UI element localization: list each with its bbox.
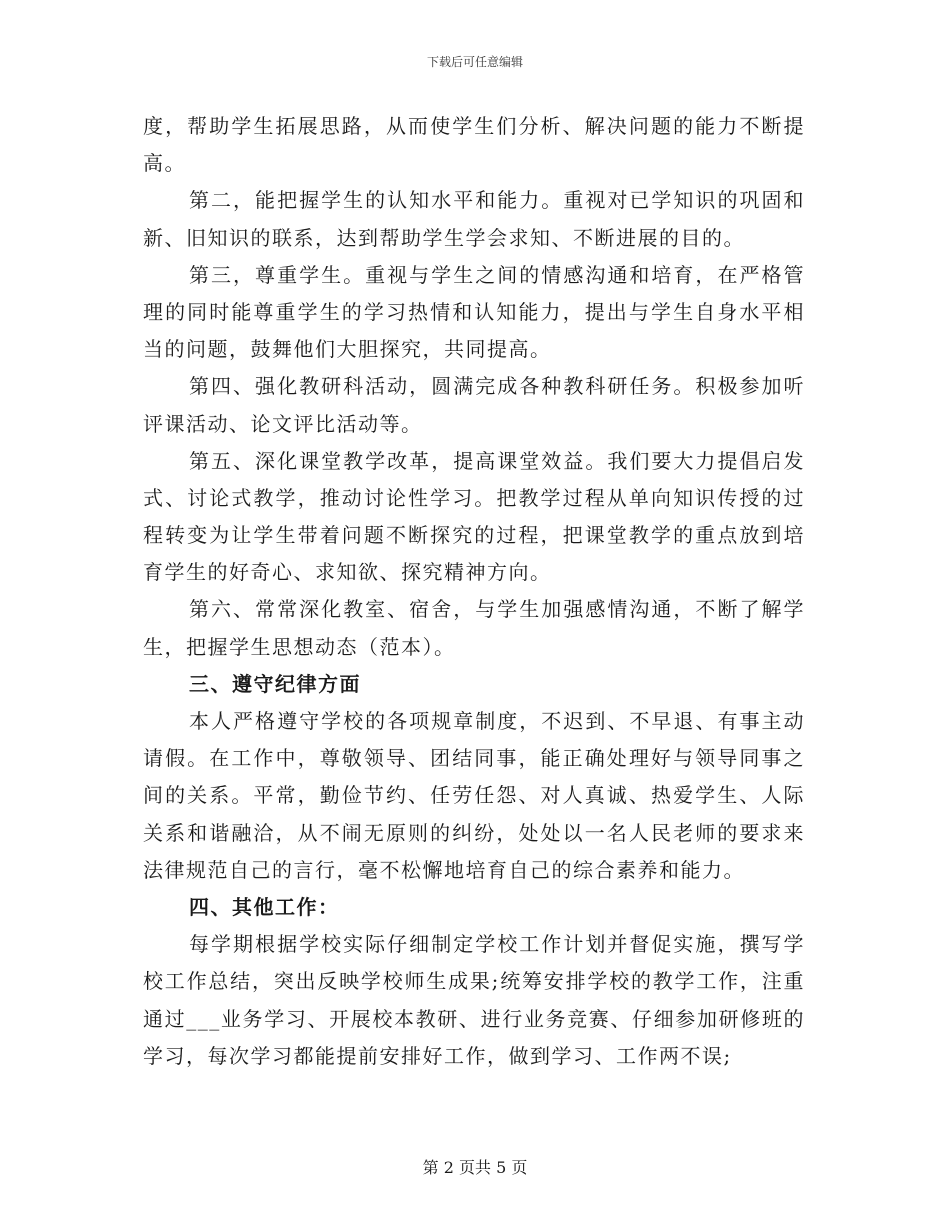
paragraph [143, 926, 805, 1075]
paragraph-line: 第二，能把握学生的认知水平和能力。重视对已学知识的巩固和 [189, 188, 805, 213]
paragraph-line: 本人严格遵守学校的各项规章制度，不迟到、不早退、有事主动 [189, 709, 805, 733]
paragraph-line: 度，帮助学生拓展思路，从而使学生们分析、解决问题的能力不断提 [143, 114, 805, 138]
paragraph [143, 257, 805, 369]
paragraph [143, 182, 805, 256]
document-body [143, 108, 805, 1075]
paragraph-line: 新、旧知识的联系，达到帮助学生学会求知、不断进展的目的。 [143, 225, 745, 250]
paragraph-line: 第五、深化课堂教学改革，提高课堂效益。我们要大力提倡启发 [189, 448, 805, 473]
paragraph-line: 校工作总结，突出反映学校师生成果;统筹安排学校的教学工作，注重 [143, 969, 805, 994]
paragraph-line: 学习，每次学习都能提前安排好工作，做到学习、工作两不误; [143, 1043, 732, 1068]
paragraph-line: 间的关系。平常，勤俭节约、任劳任怨、对人真诚、热爱学生、人际 [143, 783, 805, 808]
paragraph [143, 368, 805, 442]
paragraph-line: 式、讨论式教学，推动讨论性学习。把教学过程从单向知识传授的过 [143, 485, 805, 510]
paragraph-line: 当的问题，鼓舞他们大胆探究，共同提高。 [143, 337, 552, 362]
paragraph-line: 第四、强化教研科活动，圆满完成各种教科研任务。积极参加听 [189, 374, 805, 399]
paragraph-line: 第三，尊重学生。重视与学生之间的情感沟通和培育，在严格管 [189, 262, 805, 287]
page-footer: 第 2 页共 5 页 [422, 1158, 528, 1177]
paragraph-line: 请假。在工作中，尊敬领导、团结同事，能正确处理好与领导同事之 [143, 746, 805, 771]
paragraph-line: 关系和谐融洽，从不闹无原则的纠纷，处处以一名人民老师的要求来 [143, 820, 805, 845]
paragraph [143, 443, 805, 592]
section-heading [143, 666, 805, 703]
paragraph-line: 法律规范自己的言行，毫不松懈地培育自己的综合素养和能力。 [143, 857, 745, 882]
paragraph-line: 第六、常常深化教室、宿舍，与学生加强感情沟通，不断了解学 [189, 597, 805, 622]
paragraph [143, 703, 805, 889]
paragraph-line: 理的同时能尊重学生的学习热情和认知能力，提出与学生自身水平相 [143, 299, 805, 324]
paragraph-line: 程转变为让学生带着问题不断探究的过程，把课堂教学的重点放到培 [143, 523, 805, 548]
section-heading [143, 889, 805, 926]
paragraph [143, 591, 805, 665]
heading-text: 四、其他工作： [189, 894, 340, 919]
paragraph-line: 生，把握学生思想动态（范本）。 [143, 634, 456, 659]
paragraph-line: 每学期根据学校实际仔细制定学校工作计划并督促实施，撰写学 [189, 932, 805, 957]
page-header: 下载后可任意编辑 [426, 55, 523, 69]
paragraph-line: 高。 [143, 151, 186, 176]
paragraph-line: 通过___业务学习、开展校本教研、进行业务竞赛、仔细参加研修班的 [143, 1006, 805, 1031]
paragraph [143, 108, 805, 182]
paragraph-line: 育学生的好奇心、求知欲、探究精神方向。 [143, 560, 552, 585]
heading-text: 三、遵守纪律方面 [189, 671, 361, 696]
paragraph-line: 评课活动、论文评比活动等。 [143, 411, 423, 436]
